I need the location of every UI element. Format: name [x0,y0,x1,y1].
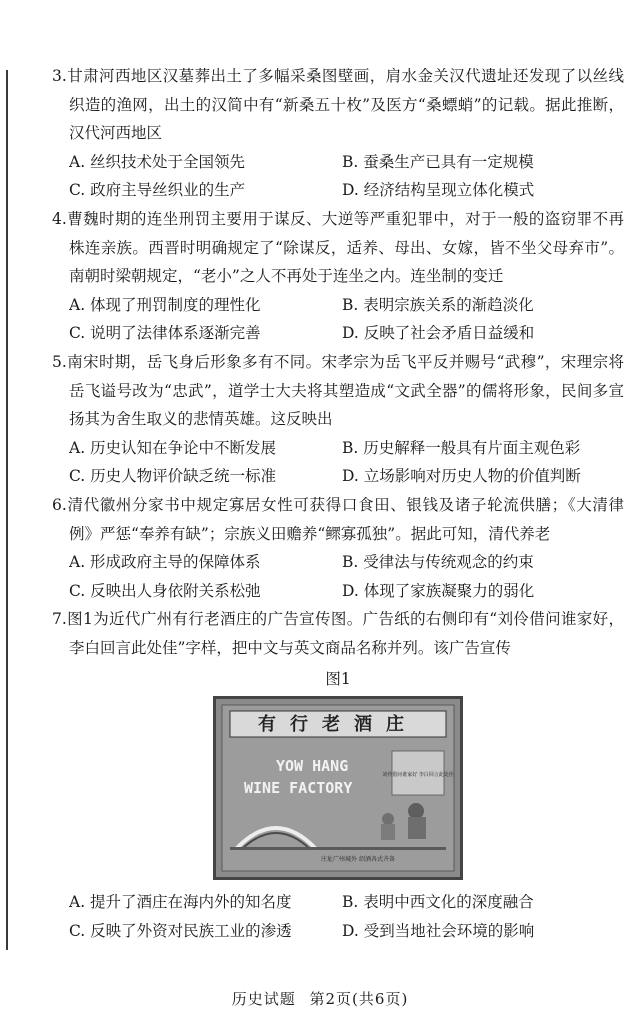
question-stem [52,348,624,434]
question-6 [52,491,624,605]
option-a[interactable]: A. 丝织技术处于全国领先 [69,152,246,171]
options-grid [69,291,624,348]
bottom-text: 庄址广州城外 绍酒各式齐备 [321,856,395,864]
option-c[interactable]: C. 反映出人身依附关系松弛 [69,581,261,600]
question-4 [52,205,624,348]
question-number: 3. [52,67,67,85]
option-a[interactable]: A. 提升了酒庄在海内外的知名度 [69,893,292,912]
question-text: 清代徽州分家书中规定寡居女性可获得口食田、银钱及诸子轮流供膳；《大清律例》严惩“奉养有缺”；宗族义田赡养“鳏寡孤独”。据此可知，清代养老 [66,495,624,543]
question-number: 7. [52,610,67,629]
footer-page-number: 第2页(共6页) [309,990,409,1008]
binding-line [6,70,8,950]
question-3 [52,62,624,205]
question-stem [52,605,624,662]
option-b[interactable]: B. 受律法与传统观念的约束 [342,553,534,572]
question-stem [52,205,624,291]
advertisement-figure [213,696,463,880]
option-b[interactable]: B. 表明宗族关系的渐趋淡化 [342,295,534,314]
options-grid [69,888,624,945]
question-number: 4. [52,209,67,228]
option-a[interactable]: A. 形成政府主导的保障体系 [69,553,261,572]
question-stem [52,491,624,548]
page-footer [0,988,640,1009]
banner-text: 有行老酒庄 [258,714,418,736]
option-c[interactable]: C. 历史人物评价缺乏统一标准 [69,467,277,486]
option-d[interactable]: D. 经济结构呈现立体化模式 [342,181,535,200]
question-text: 南宋时期，岳飞身后形象多有不同。宋孝宗为岳飞平反并赐号“武穆”，宋理宗将岳飞谥号改为“忠武”，道学士大夫将其塑造成“文武全器”的儒将形象，民间多宣扬其为舍生取义的悲情英雄。这反映出 [66,352,624,429]
option-a[interactable]: A. 历史认知在争论中不断发展 [69,438,277,457]
option-b[interactable]: B. 蚕桑生产已具有一定规模 [342,152,534,171]
options-grid [69,434,624,491]
question-7 [52,605,624,945]
option-d[interactable]: D. 受到当地社会环境的影响 [342,922,535,941]
option-a[interactable]: A. 体现了刑罚制度的理性化 [69,295,261,314]
english-line-1: YOW HANG [276,757,349,776]
advertisement-image [216,699,460,877]
question-text: 图1为近代广州有行老酒庄的广告宣传图。广告纸的右侧印有“刘伶借问谁家好，李白回言此处佳”字样，把中文与英文商品名称并列。该广告宣传 [66,610,624,657]
option-c[interactable]: C. 反映了外资对民族工业的渗透 [69,922,292,941]
option-b[interactable]: B. 表明中西文化的深度融合 [342,893,534,912]
option-c[interactable]: C. 说明了法律体系逐渐完善 [69,324,261,343]
option-d[interactable]: D. 体现了家族凝聚力的弱化 [342,581,535,600]
question-text: 甘肃河西地区汉墓葬出土了多幅采桑图壁画，肩水金关汉代遗址还发现了以丝线织造的渔网，出土的汉简中有“新桑五十枚”及医方“桑螵蛸”的记载。据此推断，汉代河西地区 [66,67,624,143]
english-line-2: WINE FACTORY [244,779,353,798]
exam-page [52,62,624,946]
question-5 [52,348,624,491]
options-grid [69,148,624,205]
question-number: 6. [52,495,67,514]
option-d[interactable]: D. 反映了社会矛盾日益缓和 [342,324,535,343]
options-grid [69,548,624,605]
question-text: 曹魏时期的连坐刑罚主要用于谋反、大逆等严重犯罪中，对于一般的盗窃罪不再株连亲族。西晋时明确规定了“除谋反，适养、母出、女嫁，皆不坐父母弃市”。南朝时梁朝规定，“老小”之人不再处于连坐之内。连坐制的变迁 [66,209,624,286]
poem-text: 刘伶借问谁家好 李白回言此处佳 [382,772,454,779]
option-d[interactable]: D. 立场影响对历史人物的价值判断 [342,467,581,486]
figure-caption: 图1 [325,670,351,689]
footer-subject: 历史试题 [231,990,296,1008]
option-c[interactable]: C. 政府主导丝织业的生产 [69,181,246,200]
question-number: 5. [52,352,67,371]
question-stem [52,62,624,148]
option-b[interactable]: B. 历史解释一般具有片面主观色彩 [342,438,581,457]
